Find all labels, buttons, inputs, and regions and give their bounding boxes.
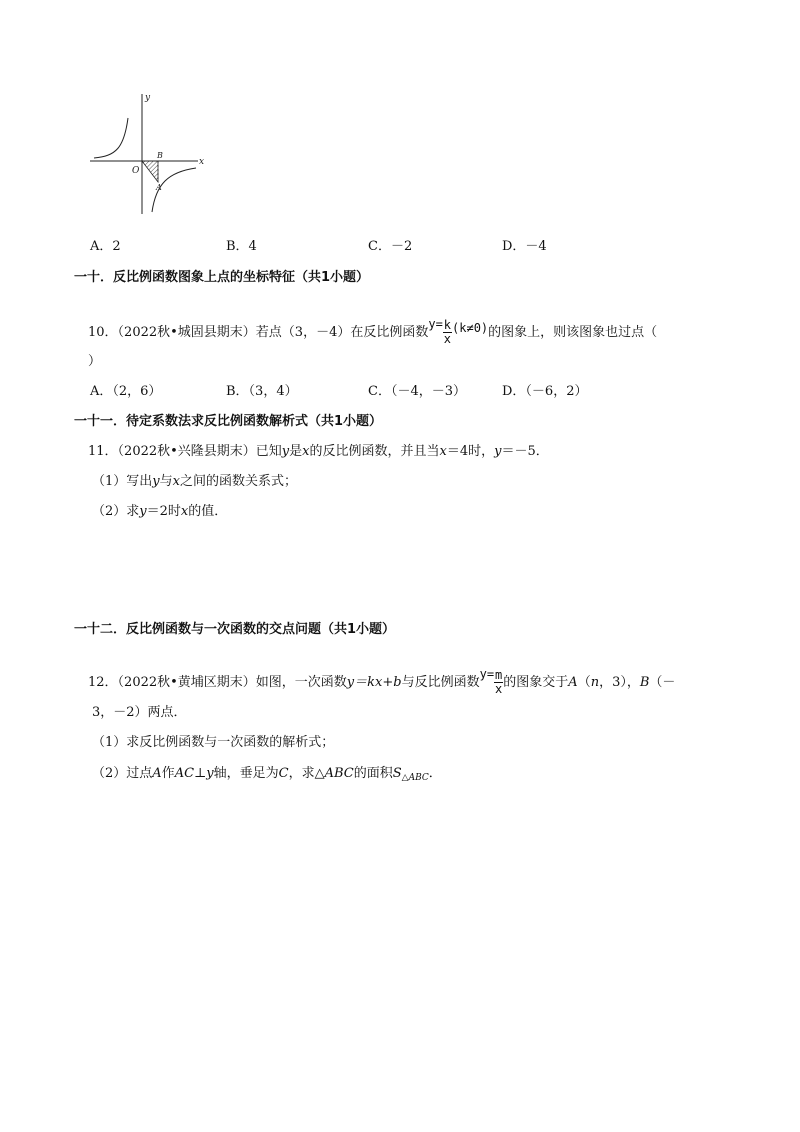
q12-text: （	[577, 675, 591, 690]
q11-text: 的反比例函数，并且当	[309, 444, 440, 459]
q11-text: ＝－5．	[501, 444, 549, 459]
q12-var: A	[568, 675, 578, 690]
q11-text: 11．（2022秋•兴隆县期末）已知	[88, 444, 282, 459]
curve-branch-second-quadrant	[94, 118, 128, 158]
q12-eq-lhs: y=	[479, 667, 495, 681]
q10-option-b: B．（3，4）	[226, 384, 298, 399]
q11-stem	[88, 440, 549, 459]
q12-var: B	[639, 675, 650, 690]
q10-option-a: A．（2，6）	[90, 384, 162, 399]
q12-stem-continued: 3，－2）两点．	[92, 705, 187, 720]
q10-stem	[88, 304, 657, 344]
q11-text: 是	[289, 444, 303, 459]
q9-option-b: B．4	[226, 239, 257, 254]
q12-linear-function: y＝kx+b	[346, 675, 402, 690]
q12-fraction	[494, 669, 503, 696]
q11-var: y	[494, 444, 502, 459]
q12-part-1: （1）求反比例函数与一次函数的解析式；	[92, 735, 335, 750]
q11-text: ＝4时，	[446, 444, 495, 459]
q12-text: 12．（2022秋•黄埔区期末）如图，一次函数	[88, 675, 347, 690]
q9-option-c: C．－2	[368, 239, 413, 254]
y-axis-label: y	[145, 93, 151, 103]
section-12-heading: 一十二．反比例函数与一次函数的交点问题（共1小题）	[74, 622, 396, 637]
shaded-triangle	[142, 161, 158, 182]
q12-text: 与反比例函数	[401, 675, 480, 690]
q9-option-a: A．2	[90, 239, 121, 254]
q12-part-2: （2）过点A作AC⊥y轴，垂足为C，求△ABC的面积$S_{\triangle ABC}$．	[92, 766, 442, 783]
section-10-heading: 一十．反比例函数图象上点的坐标特征（共1小题）	[74, 270, 370, 285]
q11-part-1: （1）写出y与x之间的函数关系式；	[92, 474, 298, 489]
q11-var: x	[439, 444, 447, 459]
q12-var: n	[590, 675, 600, 690]
q10-fraction-numerator: k	[443, 318, 452, 332]
point-a-label: A	[156, 183, 162, 192]
q12-text: ，3），	[599, 675, 640, 690]
point-b-label: B	[157, 151, 163, 160]
x-axis-label: x	[199, 157, 205, 167]
q9-option-d: D．－4	[502, 239, 547, 254]
q10-eq-condition: (k≠0)	[452, 321, 489, 335]
q11-var: y	[281, 444, 290, 459]
q12-text: （－	[649, 675, 676, 690]
q11-var: x	[302, 444, 310, 459]
q12-fraction-numerator: m	[495, 668, 503, 682]
q10-option-c: C．（－4，－3）	[368, 384, 466, 399]
q11-part-2: （2）求y＝2时x的值．	[92, 504, 228, 519]
q10-option-d: D．（－6，2）	[502, 384, 588, 399]
q12-fraction-denominator: x	[495, 682, 503, 696]
q10-prefix: 10．（2022秋•城固县期末）若点（3，－4）在反比例函数	[88, 325, 429, 340]
q12-text: 的图象交于	[503, 675, 569, 690]
q10-eq-lhs: y=	[428, 317, 443, 331]
q10-fraction-denominator: x	[443, 332, 452, 346]
origin-label: O	[132, 166, 140, 176]
q10-fraction	[443, 319, 452, 346]
q12-stem	[88, 654, 675, 694]
q10-stem-continued: ）	[88, 354, 102, 369]
section-11-heading: 一十一．待定系数法求反比例函数解析式（共1小题）	[74, 414, 383, 429]
inverse-function-graph	[86, 88, 210, 218]
q10-suffix: 的图象上，则该图象也过点（	[488, 325, 658, 340]
